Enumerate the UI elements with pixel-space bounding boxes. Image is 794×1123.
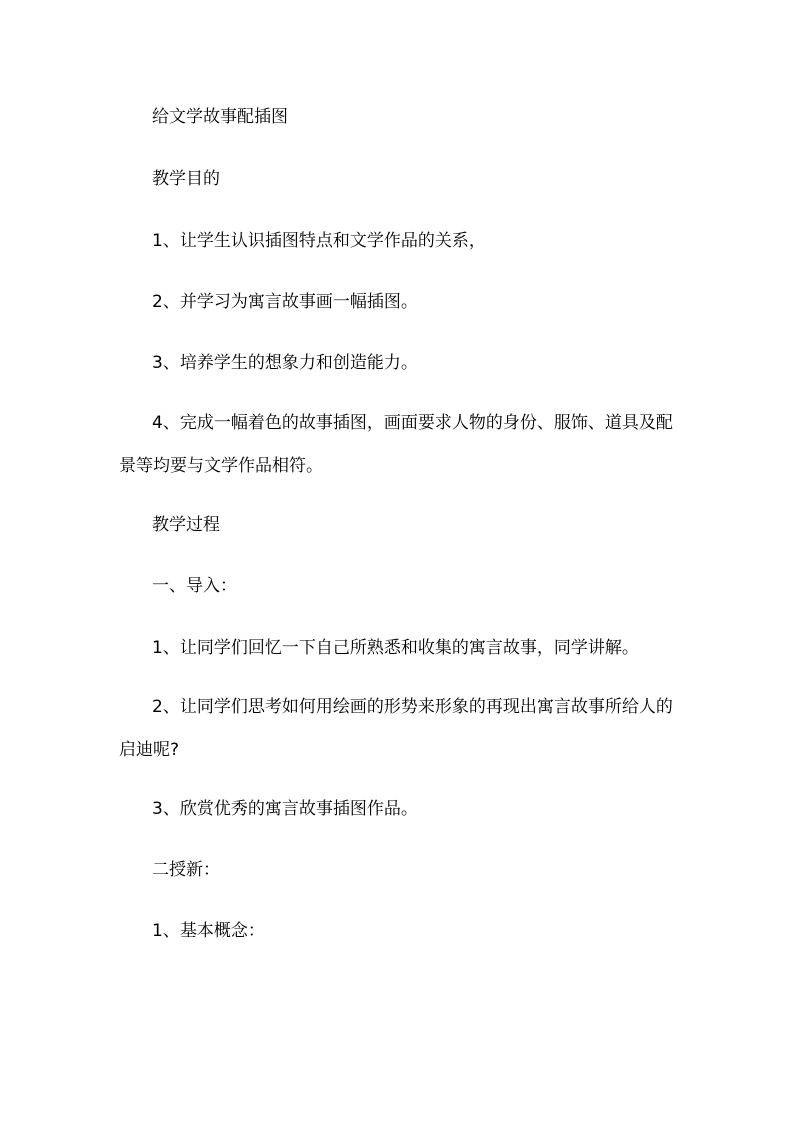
section-heading-objectives: 教学目的	[152, 169, 220, 189]
intro-item-1: 1、让同学们回忆一下自己所熟悉和收集的寓言故事，同学讲解。	[152, 638, 639, 658]
objective-item-2: 2、并学习为寓言故事画一幅插图。	[152, 292, 418, 312]
objective-item-1: 1、让学生认识插图特点和文学作品的关系，	[152, 231, 486, 251]
document-title: 给文学故事配插图	[152, 107, 288, 127]
intro-item-2: 2、让同学们思考如何用绘画的形势来形象的再现出寓言故事所给人的启迪呢?	[119, 697, 673, 760]
section-heading-process: 教学过程	[152, 515, 220, 535]
objective-item-3: 3、培养学生的想象力和创造能力。	[152, 353, 418, 373]
part-heading-intro: 一、导入：	[152, 576, 237, 596]
objective-item-4: 4、完成一幅着色的故事插图，画面要求人物的身份、服饰、道具及配景等均要与文学作品相符。	[119, 413, 673, 476]
new-item-1: 1、基本概念：	[152, 921, 265, 941]
intro-item-3: 3、欣赏优秀的寓言故事插图作品。	[152, 799, 418, 819]
part-heading-new: 二授新：	[152, 860, 220, 880]
